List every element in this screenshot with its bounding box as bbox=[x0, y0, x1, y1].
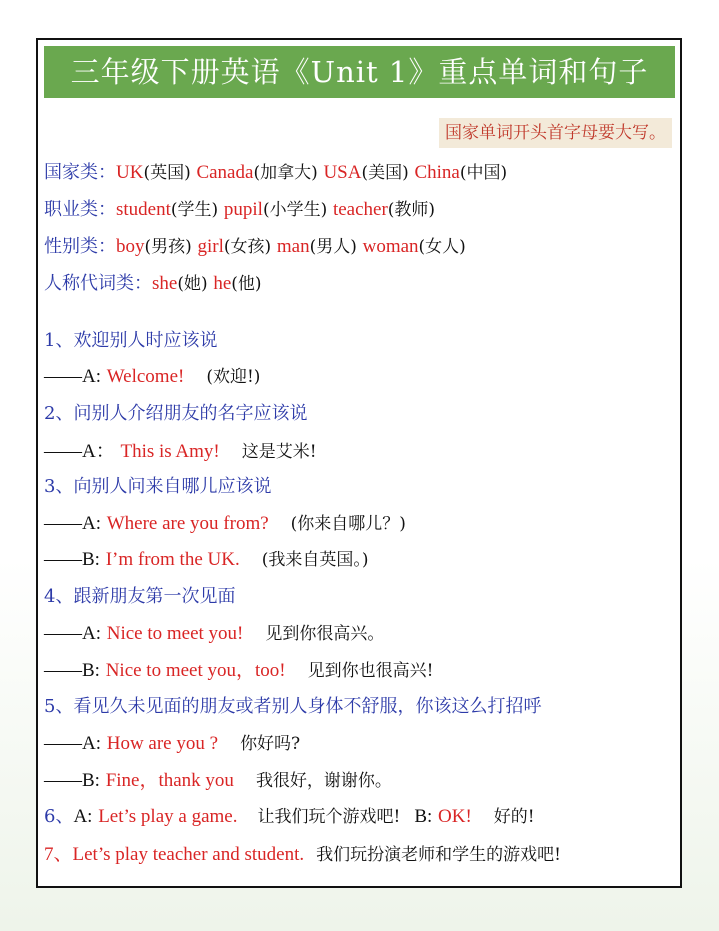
vocab-category-label: 性别类： bbox=[44, 236, 116, 257]
vocab-word: Canada bbox=[196, 162, 254, 183]
sentence-line bbox=[44, 765, 392, 792]
speaker-prefix: ——A: bbox=[44, 623, 101, 644]
vocab-word: UK bbox=[116, 162, 144, 183]
vocab-translation: (加拿大) bbox=[253, 163, 318, 183]
speaker-prefix: ——A: bbox=[44, 366, 101, 387]
section-heading bbox=[44, 692, 541, 718]
speaker-prefix: ——B: bbox=[44, 770, 100, 791]
english-sentence: OK! bbox=[438, 806, 472, 827]
heading-text: 4、跟新朋友第一次见面 bbox=[44, 586, 236, 607]
chinese-translation: 这是艾米! bbox=[241, 442, 317, 462]
vocab-translation: (他) bbox=[231, 274, 262, 294]
chinese-translation: 见到你也很高兴! bbox=[307, 661, 434, 681]
vocab-word: woman bbox=[362, 236, 419, 257]
chinese-translation: 我们玩扮演老师和学生的游戏吧! bbox=[316, 845, 561, 865]
item-number: 7、 bbox=[44, 844, 73, 865]
english-sentence: Nice to meet you! bbox=[106, 623, 244, 644]
vocab-row bbox=[44, 195, 435, 221]
english-sentence: Where are you from? bbox=[106, 513, 269, 534]
english-sentence: How are you ? bbox=[106, 733, 219, 754]
sentence-line bbox=[44, 509, 406, 535]
speaker-prefix: ——A: bbox=[44, 733, 101, 754]
vocab-translation: (中国) bbox=[459, 163, 508, 183]
vocab-word: she bbox=[152, 273, 178, 294]
heading-text: 3、向别人问来自哪儿应该说 bbox=[44, 476, 272, 497]
chinese-translation: 让我们玩个游戏吧! bbox=[257, 807, 401, 827]
item-number: 6、 bbox=[44, 806, 74, 827]
vocab-row bbox=[44, 269, 262, 295]
vocab-word: teacher bbox=[332, 199, 388, 220]
sentence-line bbox=[44, 802, 535, 828]
vocab-word: boy bbox=[116, 236, 145, 257]
vocab-translation: (她) bbox=[177, 274, 208, 294]
vocab-translation: (美国) bbox=[361, 163, 409, 183]
section-heading bbox=[44, 582, 235, 608]
heading-text: 2、问别人介绍朋友的名字应该说 bbox=[44, 403, 308, 424]
vocab-category-label: 人称代词类： bbox=[44, 273, 152, 294]
chinese-translation: 好的! bbox=[493, 807, 535, 827]
sentence-line bbox=[44, 362, 260, 388]
section-heading bbox=[44, 472, 271, 498]
speaker-prefix: ——A: bbox=[44, 513, 101, 534]
speaker-prefix: ——B: bbox=[44, 549, 100, 570]
vocab-translation: (学生) bbox=[170, 200, 219, 220]
english-sentence: This is Amy! bbox=[120, 441, 220, 462]
chinese-translation: 见到你很高兴。 bbox=[265, 624, 385, 644]
document-frame bbox=[36, 38, 682, 888]
vocab-word: girl bbox=[197, 236, 224, 257]
vocab-translation: (英国) bbox=[143, 163, 191, 183]
section-heading bbox=[44, 326, 217, 352]
sentence-line bbox=[44, 729, 300, 755]
vocab-translation: (女人) bbox=[418, 237, 466, 257]
sentence-line bbox=[44, 839, 561, 866]
english-sentence: Nice to meet you，too! bbox=[105, 660, 286, 681]
vocab-word: student bbox=[116, 199, 171, 220]
vocab-word: USA bbox=[323, 162, 362, 183]
vocab-translation: (男孩) bbox=[144, 237, 192, 257]
vocab-translation: (男人) bbox=[309, 237, 357, 257]
capitalization-note: 国家单词开头首字母要大写。 bbox=[439, 118, 672, 148]
vocab-category-label: 职业类： bbox=[44, 199, 116, 220]
chinese-translation: (欢迎!) bbox=[206, 367, 261, 387]
vocab-word: man bbox=[276, 236, 310, 257]
english-sentence: Let’s play a game. bbox=[98, 806, 238, 827]
english-sentence: Fine，thank you bbox=[105, 770, 234, 791]
chinese-translation: 你好吗? bbox=[240, 734, 301, 754]
sentence-line bbox=[44, 655, 433, 682]
vocab-translation: (女孩) bbox=[223, 237, 272, 257]
sentence-line bbox=[44, 545, 368, 571]
vocab-row bbox=[44, 158, 507, 184]
english-sentence: Welcome! bbox=[106, 366, 185, 387]
vocab-word: China bbox=[414, 162, 460, 183]
vocab-category-label: 国家类： bbox=[44, 162, 116, 183]
english-sentence: I’m from the UK. bbox=[105, 549, 240, 570]
vocab-word: pupil bbox=[223, 199, 263, 220]
vocab-row bbox=[44, 232, 466, 258]
speaker-prefix: ——B: bbox=[44, 660, 100, 681]
vocab-translation: (教师) bbox=[387, 200, 436, 220]
speaker-prefix: B: bbox=[414, 806, 433, 827]
heading-text: 5、看见久未见面的朋友或者别人身体不舒服，你该这么打招呼 bbox=[44, 696, 542, 717]
vocab-word: he bbox=[213, 273, 232, 294]
vocab-translation: (小学生) bbox=[262, 200, 328, 220]
chinese-translation: (我来自英国。) bbox=[261, 550, 369, 570]
section-heading bbox=[44, 399, 307, 425]
heading-text: 1、欢迎别人时应该说 bbox=[44, 330, 218, 351]
chinese-translation: 我很好，谢谢你。 bbox=[255, 771, 392, 791]
speaker-prefix: A: bbox=[73, 806, 93, 827]
sentence-line bbox=[44, 436, 317, 463]
sentence-line bbox=[44, 619, 384, 645]
english-sentence: Let’s play teacher and student. bbox=[72, 844, 305, 865]
page-title: 三年级下册英语《Unit 1》重点单词和句子 bbox=[44, 46, 675, 98]
chinese-translation: (你来自哪儿？) bbox=[290, 514, 406, 534]
speaker-prefix: ——A： bbox=[44, 441, 115, 462]
